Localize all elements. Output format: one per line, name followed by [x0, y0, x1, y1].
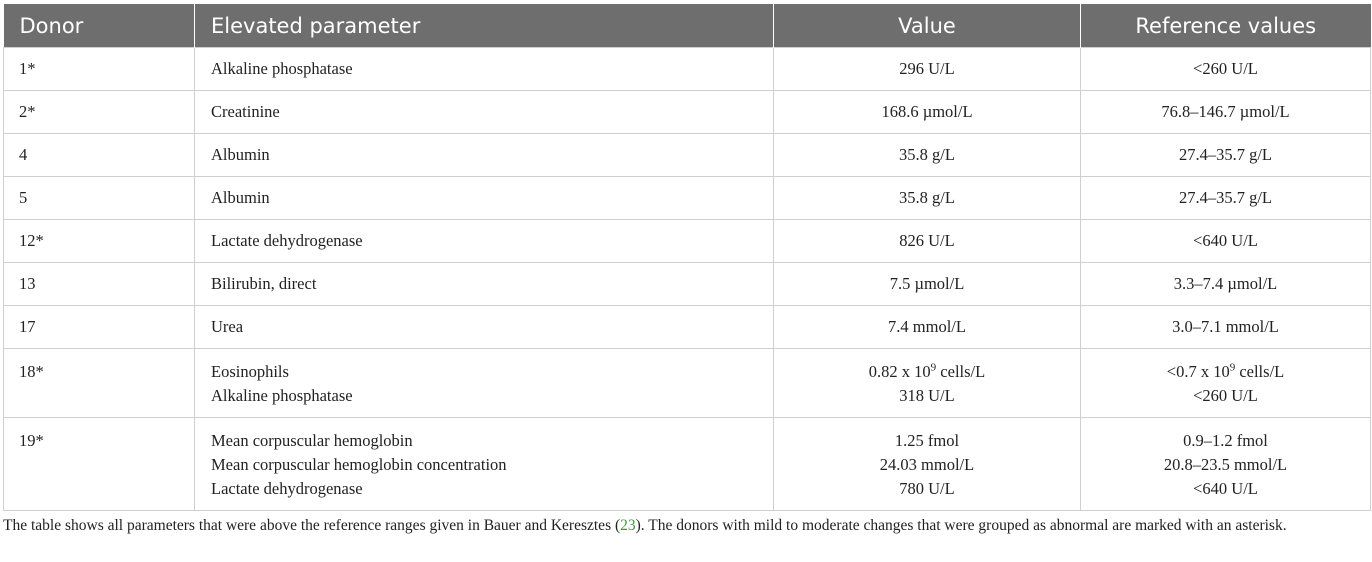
reference-value: 3.3–7.4 µmol/L — [1173, 274, 1278, 293]
parameter-name: Mean corpuscular hemoglobin — [211, 431, 413, 450]
reference-value: 76.8–146.7 µmol/L — [1161, 102, 1290, 121]
footnote-text-start: The table shows all parameters that were above the reference ranges given in Bauer and Keresztes ( — [3, 517, 621, 534]
donor-cell: 5 — [4, 177, 195, 220]
parameter-name: Eosinophils — [211, 362, 289, 381]
reference-value: 20.8–23.5 mmol/L — [1163, 455, 1288, 474]
parameter-value: 0.82 x $10^9$ cells/L — [868, 361, 986, 381]
donor-cell: 13 — [4, 263, 195, 306]
footnote-text-end: ). The donors with mild to moderate changes that were grouped as abnormal are marked with an asterisk. — [635, 517, 1287, 534]
parameter-value: 35.8 g/L — [899, 145, 955, 164]
table-body — [4, 48, 1371, 511]
parameter-cell — [195, 48, 774, 91]
parameter-name: Lactate dehydrogenase — [211, 479, 363, 498]
reference-cell — [1081, 263, 1371, 306]
donor-cell: 17 — [4, 306, 195, 349]
reference-cell — [1081, 349, 1371, 418]
value-cell — [774, 134, 1081, 177]
table-header — [4, 4, 1371, 48]
parameter-cell — [195, 134, 774, 177]
reference-value: 0.9–1.2 fmol — [1183, 431, 1268, 450]
donor-cell: 2* — [4, 91, 195, 134]
donor-cell: 4 — [4, 134, 195, 177]
parameter-name: Alkaline phosphatase — [211, 386, 353, 405]
reference-value: <640 U/L — [1193, 479, 1258, 498]
parameter-value: 168.6 µmol/L — [881, 102, 973, 121]
header-reference-values: Reference values — [1081, 4, 1371, 48]
table-footnote — [3, 515, 1370, 537]
reference-value: <260 U/L — [1193, 386, 1258, 405]
value-cell — [774, 91, 1081, 134]
reference-cell — [1081, 306, 1371, 349]
parameter-cell — [195, 306, 774, 349]
reference-cell — [1081, 177, 1371, 220]
data-table-container — [3, 4, 1370, 511]
value-cell — [774, 220, 1081, 263]
reference-cell — [1081, 418, 1371, 511]
header-value: Value — [774, 4, 1081, 48]
parameter-name: Bilirubin, direct — [211, 274, 317, 293]
parameter-value: 296 U/L — [899, 59, 955, 78]
parameter-value: 826 U/L — [899, 231, 955, 250]
parameter-value: 24.03 mmol/L — [879, 455, 975, 474]
table-row — [4, 48, 1371, 91]
reference-cell — [1081, 48, 1371, 91]
reference-value: 27.4–35.7 g/L — [1178, 145, 1273, 164]
table-row — [4, 263, 1371, 306]
donor-cell: 18* — [4, 349, 195, 418]
table-row — [4, 220, 1371, 263]
table-row — [4, 306, 1371, 349]
parameter-value: 780 U/L — [899, 479, 955, 498]
parameter-cell — [195, 91, 774, 134]
table-row — [4, 418, 1371, 511]
value-cell — [774, 418, 1081, 511]
reference-cell — [1081, 134, 1371, 177]
reference-value: 27.4–35.7 g/L — [1178, 188, 1273, 207]
value-cell — [774, 263, 1081, 306]
parameter-cell — [195, 263, 774, 306]
value-cell — [774, 349, 1081, 418]
parameter-value: 7.5 µmol/L — [889, 274, 965, 293]
citation-link[interactable]: 23 — [620, 517, 636, 534]
donor-cell: 12* — [4, 220, 195, 263]
header-elevated-parameter: Elevated parameter — [195, 4, 774, 48]
parameter-name: Alkaline phosphatase — [211, 59, 353, 78]
elevated-parameters-table — [3, 4, 1371, 511]
reference-value: 3.0–7.1 mmol/L — [1172, 317, 1279, 336]
parameter-cell — [195, 220, 774, 263]
reference-value: <0.7 x $10^9$ cells/L — [1166, 361, 1285, 381]
header-donor: Donor — [4, 4, 195, 48]
parameter-name: Mean corpuscular hemoglobin concentration — [211, 455, 507, 474]
parameter-value: 318 U/L — [899, 386, 955, 405]
parameter-value: 7.4 mmol/L — [888, 317, 966, 336]
reference-value: <260 U/L — [1193, 59, 1258, 78]
parameter-name: Urea — [211, 317, 244, 336]
parameter-name: Creatinine — [211, 102, 280, 121]
reference-value: <640 U/L — [1193, 231, 1258, 250]
table-row — [4, 91, 1371, 134]
donor-cell: 19* — [4, 418, 195, 511]
value-cell — [774, 48, 1081, 91]
parameter-cell — [195, 349, 774, 418]
parameter-name: Albumin — [211, 145, 270, 164]
reference-cell — [1081, 220, 1371, 263]
table-row — [4, 134, 1371, 177]
parameter-value: 1.25 fmol — [894, 431, 960, 450]
value-cell — [774, 177, 1081, 220]
table-row — [4, 349, 1371, 418]
parameter-name: Albumin — [211, 188, 270, 207]
parameter-value: 35.8 g/L — [899, 188, 955, 207]
parameter-cell — [195, 177, 774, 220]
reference-cell — [1081, 91, 1371, 134]
value-cell — [774, 306, 1081, 349]
parameter-cell — [195, 418, 774, 511]
table-row — [4, 177, 1371, 220]
parameter-name: Lactate dehydrogenase — [211, 231, 363, 250]
donor-cell: 1* — [4, 48, 195, 91]
